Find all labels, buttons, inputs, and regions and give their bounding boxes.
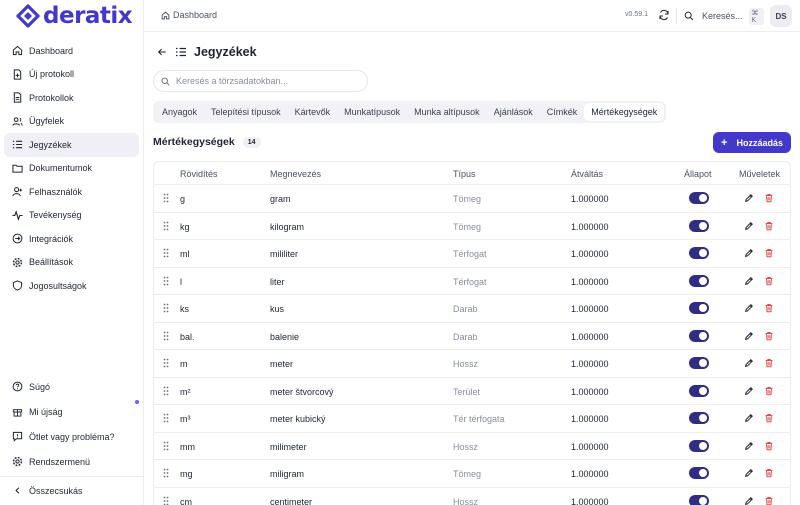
list-icon (175, 46, 187, 58)
table-row (154, 268, 790, 296)
sidebar-item-registers[interactable] (4, 133, 139, 157)
edit-icon[interactable] (744, 193, 754, 203)
cell-conversion: 1.000000 (571, 276, 609, 287)
column-header-name: Megnevezés (270, 169, 322, 179)
cell-type: Darab (453, 304, 478, 314)
notification-dot (135, 400, 139, 404)
page-header (157, 45, 257, 59)
status-toggle[interactable] (689, 495, 709, 505)
delete-icon[interactable] (764, 248, 774, 258)
delete-icon[interactable] (764, 303, 774, 313)
refresh-icon[interactable] (658, 9, 670, 21)
breadcrumb[interactable] (161, 10, 217, 20)
column-header-conversion: Átváltás (571, 169, 604, 179)
cell-name: balenie (270, 331, 300, 342)
tab-pests[interactable]: Kártevők (294, 107, 331, 117)
cell-abbreviation: mm (180, 441, 195, 452)
cell-name: kilogram (270, 221, 305, 232)
cell-name: miligram (270, 469, 305, 479)
cell-type: Térfogat (453, 249, 487, 259)
table-row (154, 350, 790, 378)
table-row (154, 240, 790, 268)
edit-icon[interactable] (744, 386, 754, 396)
cell-name: centimeter (270, 496, 313, 505)
cell-name: meter kubický (270, 414, 326, 424)
cell-name: liter (270, 276, 285, 287)
activity-icon (12, 210, 23, 221)
column-header-abbreviation: Rövidítés (180, 169, 218, 179)
sidebar-item-label: Integrációk (29, 233, 74, 244)
edit-icon[interactable] (744, 221, 754, 231)
table-row (154, 378, 790, 406)
shield-icon (12, 280, 23, 291)
registry-search-field[interactable] (153, 70, 368, 92)
cell-type: Hossz (453, 441, 479, 452)
column-header-type: Típus (453, 169, 476, 179)
tab-labels[interactable]: Címkék (546, 107, 578, 117)
home-icon (12, 45, 23, 56)
avatar[interactable]: DS (770, 5, 792, 27)
table-row (154, 185, 790, 213)
cell-type: Tömeg (453, 221, 482, 232)
cell-abbreviation: m² (180, 386, 191, 397)
cell-abbreviation: kg (180, 221, 190, 232)
collapse-sidebar (4, 479, 139, 503)
table-row (154, 433, 790, 461)
delete-icon[interactable] (764, 276, 774, 286)
sidebar-item-label: Mi újság (29, 406, 63, 417)
count-badge: 14 (243, 137, 261, 148)
edit-icon[interactable] (744, 358, 754, 368)
sidebar-item-label: Ügyfelek (29, 116, 65, 127)
sidebar-item-users[interactable] (4, 180, 139, 204)
delete-icon[interactable] (764, 193, 774, 203)
cell-type: Terület (453, 386, 481, 397)
status-toggle[interactable] (689, 467, 709, 479)
cell-conversion: 1.000000 (571, 414, 609, 424)
cell-conversion: 1.000000 (571, 469, 609, 479)
cell-type: Hossz (453, 359, 479, 369)
drag-handle-icon[interactable] (163, 441, 169, 451)
sidebar-item-label: Beállítások (29, 257, 74, 268)
cell-conversion: 1.000000 (571, 249, 609, 259)
add-button-label: Hozzáadás (736, 137, 783, 148)
sidebar-item-label: Jegyzékek (29, 139, 72, 150)
sidebar-item-documents[interactable] (4, 157, 139, 181)
feedback-icon (12, 431, 23, 442)
cell-abbreviation: g (180, 194, 186, 204)
drag-handle-icon[interactable] (163, 386, 169, 396)
breadcrumb-label: Dashboard (173, 10, 218, 20)
delete-icon[interactable] (764, 413, 774, 423)
cell-conversion: 1.000000 (571, 221, 609, 232)
cell-type: Darab (453, 331, 478, 342)
chevron-left-icon (12, 485, 23, 496)
drag-handle-icon[interactable] (163, 248, 169, 258)
cell-name: kus (270, 304, 285, 314)
status-toggle[interactable] (689, 247, 709, 259)
collapse-button[interactable] (4, 479, 139, 503)
folder-icon (12, 163, 23, 174)
logo-mark-icon (14, 3, 42, 29)
tab-work-subtypes[interactable]: Munka altípusok (414, 107, 480, 117)
cell-type: Tömeg (453, 469, 482, 479)
column-header-state: Állapot (684, 169, 712, 179)
table-row (154, 488, 790, 505)
page-title: Jegyzékek (194, 45, 257, 59)
cell-conversion: 1.000000 (571, 331, 609, 342)
cell-abbreviation: bal. (180, 331, 195, 342)
tab-materials[interactable]: Anyagok (162, 107, 198, 117)
gear-icon (12, 257, 23, 268)
home-icon (161, 11, 170, 20)
delete-icon[interactable] (764, 441, 774, 451)
cell-abbreviation: m³ (180, 414, 191, 424)
sidebar-item-integrations[interactable] (4, 227, 139, 251)
cell-abbreviation: mg (180, 469, 193, 479)
status-toggle[interactable] (689, 357, 709, 369)
status-toggle[interactable] (689, 192, 709, 204)
topbar (144, 0, 800, 32)
tab-recommendations[interactable]: Ajánlások (493, 107, 533, 117)
sidebar-item-protocols[interactable] (4, 86, 139, 110)
sidebar (0, 0, 144, 505)
cell-abbreviation: cm (180, 496, 192, 505)
collapse-label: Összecsukás (29, 485, 83, 496)
search-placeholder: Keresés a törzsadatokban... (176, 76, 289, 86)
edit-icon[interactable] (744, 413, 754, 423)
cell-type: Hossz (453, 496, 479, 505)
divider (676, 8, 677, 24)
cell-conversion: 1.000000 (571, 441, 609, 452)
tab-units[interactable]: Mértékegységek (584, 103, 664, 121)
drag-handle-icon[interactable] (163, 413, 169, 423)
add-button[interactable] (713, 132, 791, 153)
drag-handle-icon[interactable] (163, 303, 169, 313)
status-toggle[interactable] (689, 385, 709, 397)
table-row (154, 405, 790, 433)
cell-name: gram (270, 194, 291, 204)
cell-abbreviation: ml (180, 249, 190, 259)
version-label: v0.59.1 (625, 11, 648, 18)
status-toggle[interactable] (689, 330, 709, 342)
tab-installation-types[interactable]: Telepítési típusok (211, 107, 281, 117)
drag-handle-icon[interactable] (163, 193, 169, 203)
tab-work-types[interactable]: Munkatípusok (344, 107, 401, 117)
sidebar-item-label: Dokumentumok (29, 163, 93, 174)
sidebar-item-permissions[interactable] (4, 274, 139, 298)
status-toggle[interactable] (689, 412, 709, 424)
edit-icon[interactable] (744, 496, 754, 505)
delete-icon[interactable] (764, 221, 774, 231)
sidebar-item-help[interactable] (4, 374, 139, 399)
drag-handle-icon[interactable] (163, 331, 169, 341)
sidebar-item-clients[interactable] (4, 110, 139, 134)
sidebar-item-label: Felhasználók (29, 186, 83, 197)
cell-name: mililiter (270, 249, 298, 259)
gift-icon (12, 406, 23, 417)
drag-handle-icon[interactable] (163, 496, 169, 505)
registry-tabs (153, 101, 666, 123)
table-body (154, 185, 790, 505)
table-row (154, 213, 790, 241)
sidebar-item-label: Rendszermenü (29, 456, 91, 467)
cell-abbreviation: ks (180, 304, 189, 314)
table-header (154, 162, 790, 185)
drag-handle-icon[interactable] (163, 276, 169, 286)
search-shortcut: ⌘ K (749, 8, 764, 25)
cell-conversion: 1.000000 (571, 194, 609, 204)
delete-icon[interactable] (764, 496, 774, 505)
file-text-icon (12, 92, 23, 103)
cell-conversion: 1.000000 (571, 304, 609, 314)
sidebar-item-feedback[interactable] (4, 424, 139, 449)
users-icon (12, 116, 23, 127)
cell-conversion: 1.000000 (571, 359, 609, 369)
cell-conversion: 1.000000 (571, 496, 609, 505)
divider (0, 476, 144, 477)
cell-name: milimeter (270, 441, 307, 452)
units-table (153, 161, 791, 505)
cell-abbreviation: m (180, 359, 188, 369)
global-search-button[interactable] (680, 6, 764, 26)
status-toggle[interactable] (689, 440, 709, 452)
file-plus-icon (12, 69, 23, 80)
table-row (154, 295, 790, 323)
cell-type: Térfogat (453, 276, 487, 287)
edit-icon[interactable] (744, 276, 754, 286)
help-icon (12, 381, 23, 392)
edit-icon[interactable] (744, 303, 754, 313)
drag-handle-icon[interactable] (163, 468, 169, 478)
search-icon (161, 77, 170, 86)
sidebar-item-label: Dashboard (29, 45, 74, 56)
edit-icon[interactable] (744, 331, 754, 341)
user-icon (12, 186, 23, 197)
sidebar-item-label: Jogosultságok (29, 280, 87, 291)
table-row (154, 323, 790, 351)
cell-conversion: 1.000000 (571, 386, 609, 397)
status-toggle[interactable] (689, 220, 709, 232)
cell-abbreviation: l (180, 276, 182, 287)
search-icon (684, 11, 694, 21)
cell-name: meter (270, 359, 294, 369)
cell-type: Tömeg (453, 194, 482, 204)
list-header (153, 136, 261, 148)
list-icon (12, 139, 23, 150)
cell-type: Tér térfogata (453, 414, 505, 424)
sidebar-item-whats-new[interactable] (4, 399, 139, 424)
sidebar-item-label: Protokollok (29, 92, 74, 103)
sidebar-item-label: Súgó (29, 381, 51, 392)
edit-icon[interactable] (744, 441, 754, 451)
global-search-label: Keresés... (702, 11, 743, 21)
plus-icon: + (721, 136, 728, 149)
sidebar-item-new-protocol[interactable] (4, 63, 139, 87)
sidebar-item-label: Tevékenység (29, 210, 82, 221)
logo[interactable] (14, 3, 132, 29)
logo-text: deratix (43, 3, 133, 29)
integration-icon (12, 233, 23, 244)
sidebar-item-system-menu[interactable] (4, 449, 139, 474)
drag-handle-icon[interactable] (163, 221, 169, 231)
system-icon (12, 456, 23, 467)
delete-icon[interactable] (764, 331, 774, 341)
delete-icon[interactable] (764, 468, 774, 478)
list-title: Mértékegységek (153, 136, 235, 148)
sidebar-item-label: Ötlet vagy probléma? (29, 431, 115, 442)
table-row (154, 460, 790, 488)
cell-name: meter štvorcový (270, 386, 334, 397)
main-nav (4, 39, 139, 298)
edit-icon[interactable] (744, 248, 754, 258)
delete-icon[interactable] (764, 358, 774, 368)
secondary-nav (4, 374, 139, 474)
status-toggle[interactable] (689, 302, 709, 314)
sidebar-item-activity[interactable] (4, 204, 139, 228)
column-header-actions: Műveletek (739, 169, 781, 179)
drag-handle-icon[interactable] (163, 358, 169, 368)
sidebar-item-dashboard[interactable] (4, 39, 139, 63)
back-arrow-icon[interactable] (157, 47, 167, 57)
sidebar-item-label: Új protokoll (29, 69, 75, 80)
edit-icon[interactable] (744, 468, 754, 478)
status-toggle[interactable] (689, 275, 709, 287)
sidebar-item-settings[interactable] (4, 251, 139, 275)
delete-icon[interactable] (764, 386, 774, 396)
